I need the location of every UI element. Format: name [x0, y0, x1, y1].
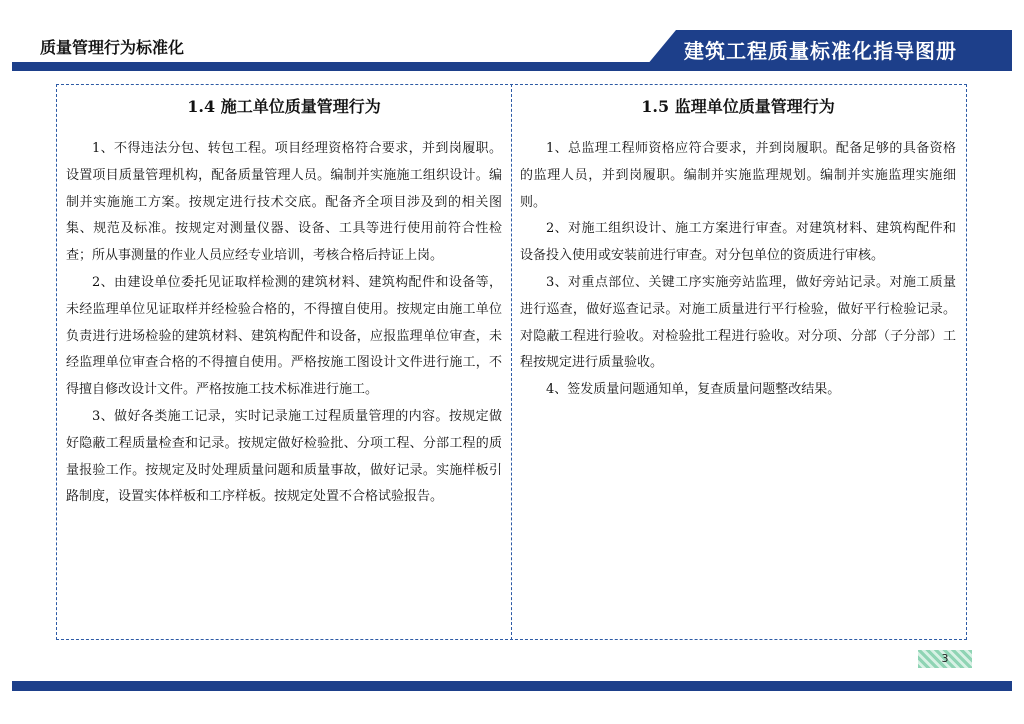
book-title: 建筑工程质量标准化指导图册: [684, 39, 957, 63]
left-column-title: 1.4 施工单位质量管理行为: [187, 97, 381, 116]
right-paragraph-3: 3、对重点部位、关键工序实施旁站监理，做好旁站记录。对施工质量进行巡查，做好巡查记录。对施工质量进行平行检验，做好平行检验记录。对隐蔽工程进行验收。对检验批工程进行验收。对分项、分部（子分部）工程按规定进行质量验收。: [520, 274, 956, 371]
left-column: [66, 94, 502, 511]
column-divider: [511, 84, 512, 640]
page-number: 3: [918, 650, 972, 668]
right-column-title: 1.5 监理单位质量管理行为: [641, 97, 835, 116]
right-paragraph-1: 1、总监理工程师资格应符合要求，并到岗履职。配备足够的具备资格的监理人员，并到岗履职。编制并实施监理规划。编制并实施监理实施细则。: [520, 141, 956, 210]
section-title: 质量管理行为标准化: [40, 38, 185, 57]
footer-rule: [12, 681, 1012, 691]
right-column: [520, 94, 956, 404]
left-paragraph-3: 3、做好各类施工记录，实时记录施工过程质量管理的内容。按规定做好隐蔽工程质量检查和记录。按规定做好检验批、分项工程、分部工程的质量报验工作。按规定及时处理质量问题和质量事故，做好记录。实施样板引路制度，设置实体样板和工序样板。按规定处置不合格试验报告。: [66, 408, 502, 505]
left-paragraph-2: 2、由建设单位委托见证取样检测的建筑材料、建筑构配件和设备等，未经监理单位见证取样并经检验合格的，不得擅自使用。按规定由施工单位负责进行进场检验的建筑材料、建筑构配件和设备，应报监理单位审查，未经监理单位审查合格的不得擅自使用。严格按施工图设计文件进行施工，不得擅自修改设计文件。严格按施工技术标准进行施工。: [66, 274, 502, 398]
left-paragraph-1: 1、不得违法分包、转包工程。项目经理资格符合要求，并到岗履职。设置项目质量管理机构，配备质量管理人员。编制并实施施工组织设计。编制并实施施工方案。按规定进行技术交底。配备齐全项目涉及到的相关图集、规范及标准。按规定对测量仪器、设备、工具等进行使用前符合性检查；所从事测量的作业人员应经专业培训，考核合格后持证上岗。: [66, 141, 502, 264]
right-paragraph-4: 4、签发质量问题通知单，复查质量问题整改结果。: [546, 382, 841, 398]
right-paragraph-2: 2、对施工组织设计、施工方案进行审查。对建筑材料、建筑构配件和设备投入使用或安装前进行审查。对分包单位的资质进行审核。: [520, 221, 956, 264]
